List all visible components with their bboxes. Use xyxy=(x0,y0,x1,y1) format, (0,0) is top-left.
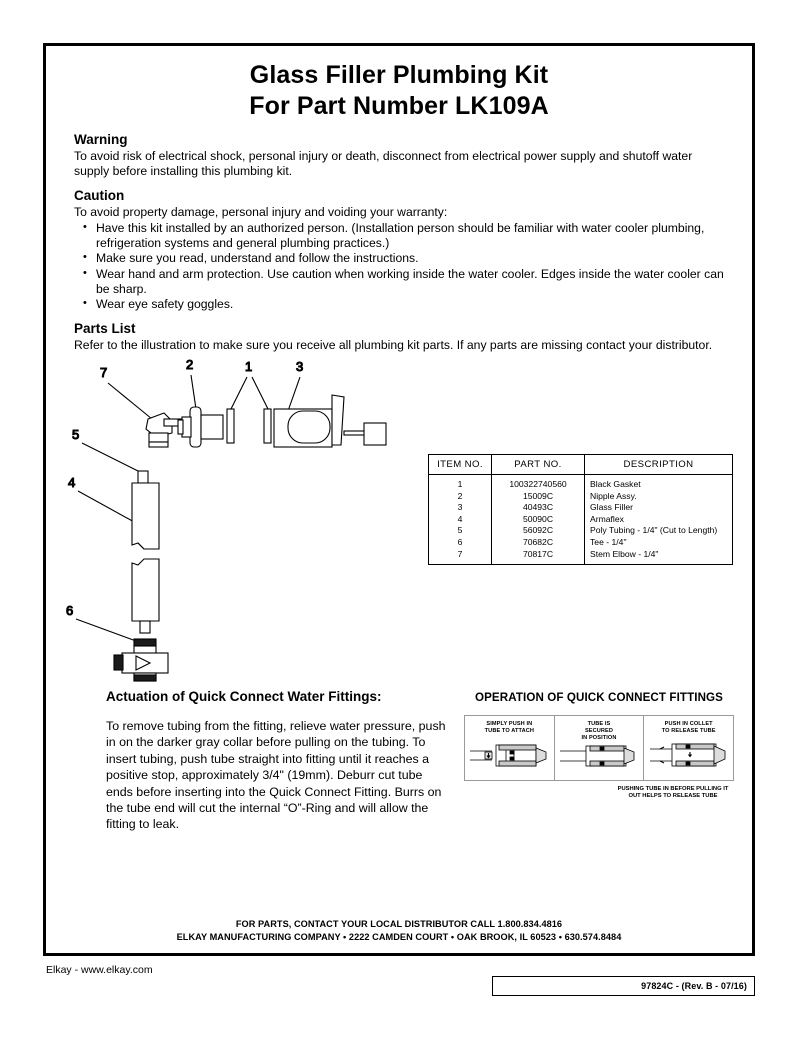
panel-caption-line-3: IN POSITION xyxy=(581,734,617,741)
parts-list-heading: Parts List xyxy=(74,320,136,336)
cell-part-no: 40493C xyxy=(492,502,585,514)
parts-table xyxy=(428,454,733,565)
quick-connect-heading: Actuation of Quick Connect Water Fittings: xyxy=(106,688,382,704)
list-item: • Have this kit installed by an authorized person. (Installation person should be familiar with water cooler plumbing, refrigeration systems and general plumbing practices.) xyxy=(74,221,724,252)
document-title xyxy=(46,46,752,122)
cell-item-no: 7 xyxy=(429,549,492,565)
panel-caption-line-2: SECURED xyxy=(584,727,614,734)
cell-part-no: 100322740560 xyxy=(492,474,585,490)
panel-caption-line-2: TUBE TO ATTACH xyxy=(484,727,535,734)
panel-caption-line-1: PUSH IN COLLET xyxy=(664,720,713,727)
cell-part-no: 15009C xyxy=(492,491,585,503)
cell-description: Glass Filler xyxy=(590,502,633,513)
part-armaflex-upper xyxy=(132,471,159,549)
part-nipple-assembly xyxy=(178,407,223,447)
quick-connect-text-block xyxy=(106,689,451,833)
table-row xyxy=(429,525,733,537)
cell-item-no: 1 xyxy=(429,474,492,490)
callout-label-6: 6 xyxy=(66,602,74,618)
exploded-parts-diagram xyxy=(64,353,424,683)
fitting-panel-3 xyxy=(644,716,733,780)
table-row xyxy=(429,474,733,490)
revision-box xyxy=(492,976,755,996)
quick-connect-section xyxy=(46,689,752,839)
part-black-gasket xyxy=(227,409,271,443)
parts-list-section xyxy=(46,321,752,353)
list-item: • Wear eye safety goggles. xyxy=(74,297,724,312)
callout-label-3: 3 xyxy=(296,358,304,374)
column-header-part-no: PART NO. xyxy=(492,454,585,474)
parts-table-container xyxy=(428,454,733,565)
caution-bullet-list xyxy=(74,221,724,313)
column-header-item-no: ITEM NO. xyxy=(429,454,492,474)
cell-part-no: 56092C xyxy=(492,525,585,537)
column-header-description: DESCRIPTION xyxy=(585,454,733,474)
cell-item-no: 5 xyxy=(429,525,492,537)
caution-section xyxy=(46,188,752,313)
footer-contact-line: FOR PARTS, CONTACT YOUR LOCAL DISTRIBUTOR CALL 1.800.834.4816 xyxy=(235,919,563,930)
quick-connect-diagram-block xyxy=(464,691,734,801)
illustration-and-table xyxy=(46,353,752,683)
callout-label-1: 1 xyxy=(245,358,253,374)
cell-item-no: 3 xyxy=(429,502,492,514)
panel-caption-line-1: TUBE IS xyxy=(587,720,611,727)
table-row xyxy=(429,502,733,514)
cell-part-no: 70817C xyxy=(492,549,585,565)
cell-description: Tee - 1/4" xyxy=(590,536,627,547)
quick-connect-paragraph: To remove tubing from the fitting, relieve water pressure, push in on the darker gray collar before pulling on the tubing. To insert tubing, push tube straight into fitting until it reaches a positive stop, approximately 3/4" (19mm). Deburr cut tube ends before inserting into the Quick Connect Fitting. Burrs on the tube end will cut the internal “O”-Ring and will allow the fitting to leak. xyxy=(106,718,446,832)
fitting-diagram-push-in-icon xyxy=(466,739,552,771)
quick-connect-panels xyxy=(464,715,734,781)
part-armaflex-lower xyxy=(132,559,159,633)
title-line-2: For Part Number LK109A xyxy=(249,92,549,120)
caution-heading: Caution xyxy=(74,187,125,203)
panel-caption-line-2: TO RELEASE TUBE xyxy=(661,727,716,734)
cell-description: Armaflex xyxy=(590,513,624,524)
table-row xyxy=(429,537,733,549)
cell-description: Nipple Assy. xyxy=(590,490,637,501)
cell-description: Stem Elbow - 1/4" xyxy=(590,548,659,559)
caution-intro: To avoid property damage, personal injury and voiding your warranty: xyxy=(74,204,448,219)
table-row xyxy=(429,491,733,503)
table-row xyxy=(429,549,733,565)
cell-description: Poly Tubing - 1/4" (Cut to Length) xyxy=(590,525,718,536)
fitting-diagram-release-icon xyxy=(646,739,732,771)
cell-description: Black Gasket xyxy=(590,478,641,489)
website-label: Elkay - www.elkay.com xyxy=(46,964,153,976)
title-line-1: Glass Filler Plumbing Kit xyxy=(249,61,549,89)
fitting-diagram-secured-icon xyxy=(556,744,642,768)
warning-body: To avoid risk of electrical shock, personal injury or death, disconnect from electrical power supply and shutoff water supply before installing this plumbing kit. xyxy=(74,149,693,179)
fitting-panel-1 xyxy=(465,716,555,780)
callout-label-7: 7 xyxy=(100,364,108,380)
table-header-row xyxy=(429,454,733,474)
revision-label: 97824C - (Rev. B - 07/16) xyxy=(641,981,747,991)
part-tee-fitting xyxy=(114,639,168,681)
quick-connect-note: PUSHING TUBE IN BEFORE PULLING IT OUT HELPS TO RELEASE TUBE xyxy=(617,785,729,800)
list-item: • Wear hand and arm protection. Use caution when working inside the water cooler. Edges inside the water cooler can be sharp. xyxy=(74,267,724,298)
cell-part-no: 50090C xyxy=(492,514,585,526)
warning-heading: Warning xyxy=(74,132,128,147)
callout-label-4: 4 xyxy=(68,474,76,490)
fitting-panel-2 xyxy=(555,716,645,780)
list-item: • Make sure you read, understand and follow the instructions. xyxy=(74,251,724,266)
callout-label-5: 5 xyxy=(72,426,80,442)
callout-label-2: 2 xyxy=(186,356,194,372)
cell-item-no: 6 xyxy=(429,537,492,549)
cell-item-no: 4 xyxy=(429,514,492,526)
document-page xyxy=(43,43,755,956)
cell-item-no: 2 xyxy=(429,491,492,503)
warning-section xyxy=(46,132,752,180)
parts-list-body: Refer to the illustration to make sure you receive all plumbing kit parts. If any parts are missing contact your distributor. xyxy=(74,337,713,352)
panel-caption-line-1: SIMPLY PUSH IN xyxy=(486,720,533,727)
cell-part-no: 70682C xyxy=(492,537,585,549)
document-footer xyxy=(46,918,752,943)
footer-company-line: ELKAY MANUFACTURING COMPANY • 2222 CAMDEN COURT • OAK BROOK, IL 60523 • 630.574.8484 xyxy=(176,931,622,942)
table-row xyxy=(429,514,733,526)
quick-connect-diagram-title: OPERATION OF QUICK CONNECT FITTINGS xyxy=(474,690,724,704)
